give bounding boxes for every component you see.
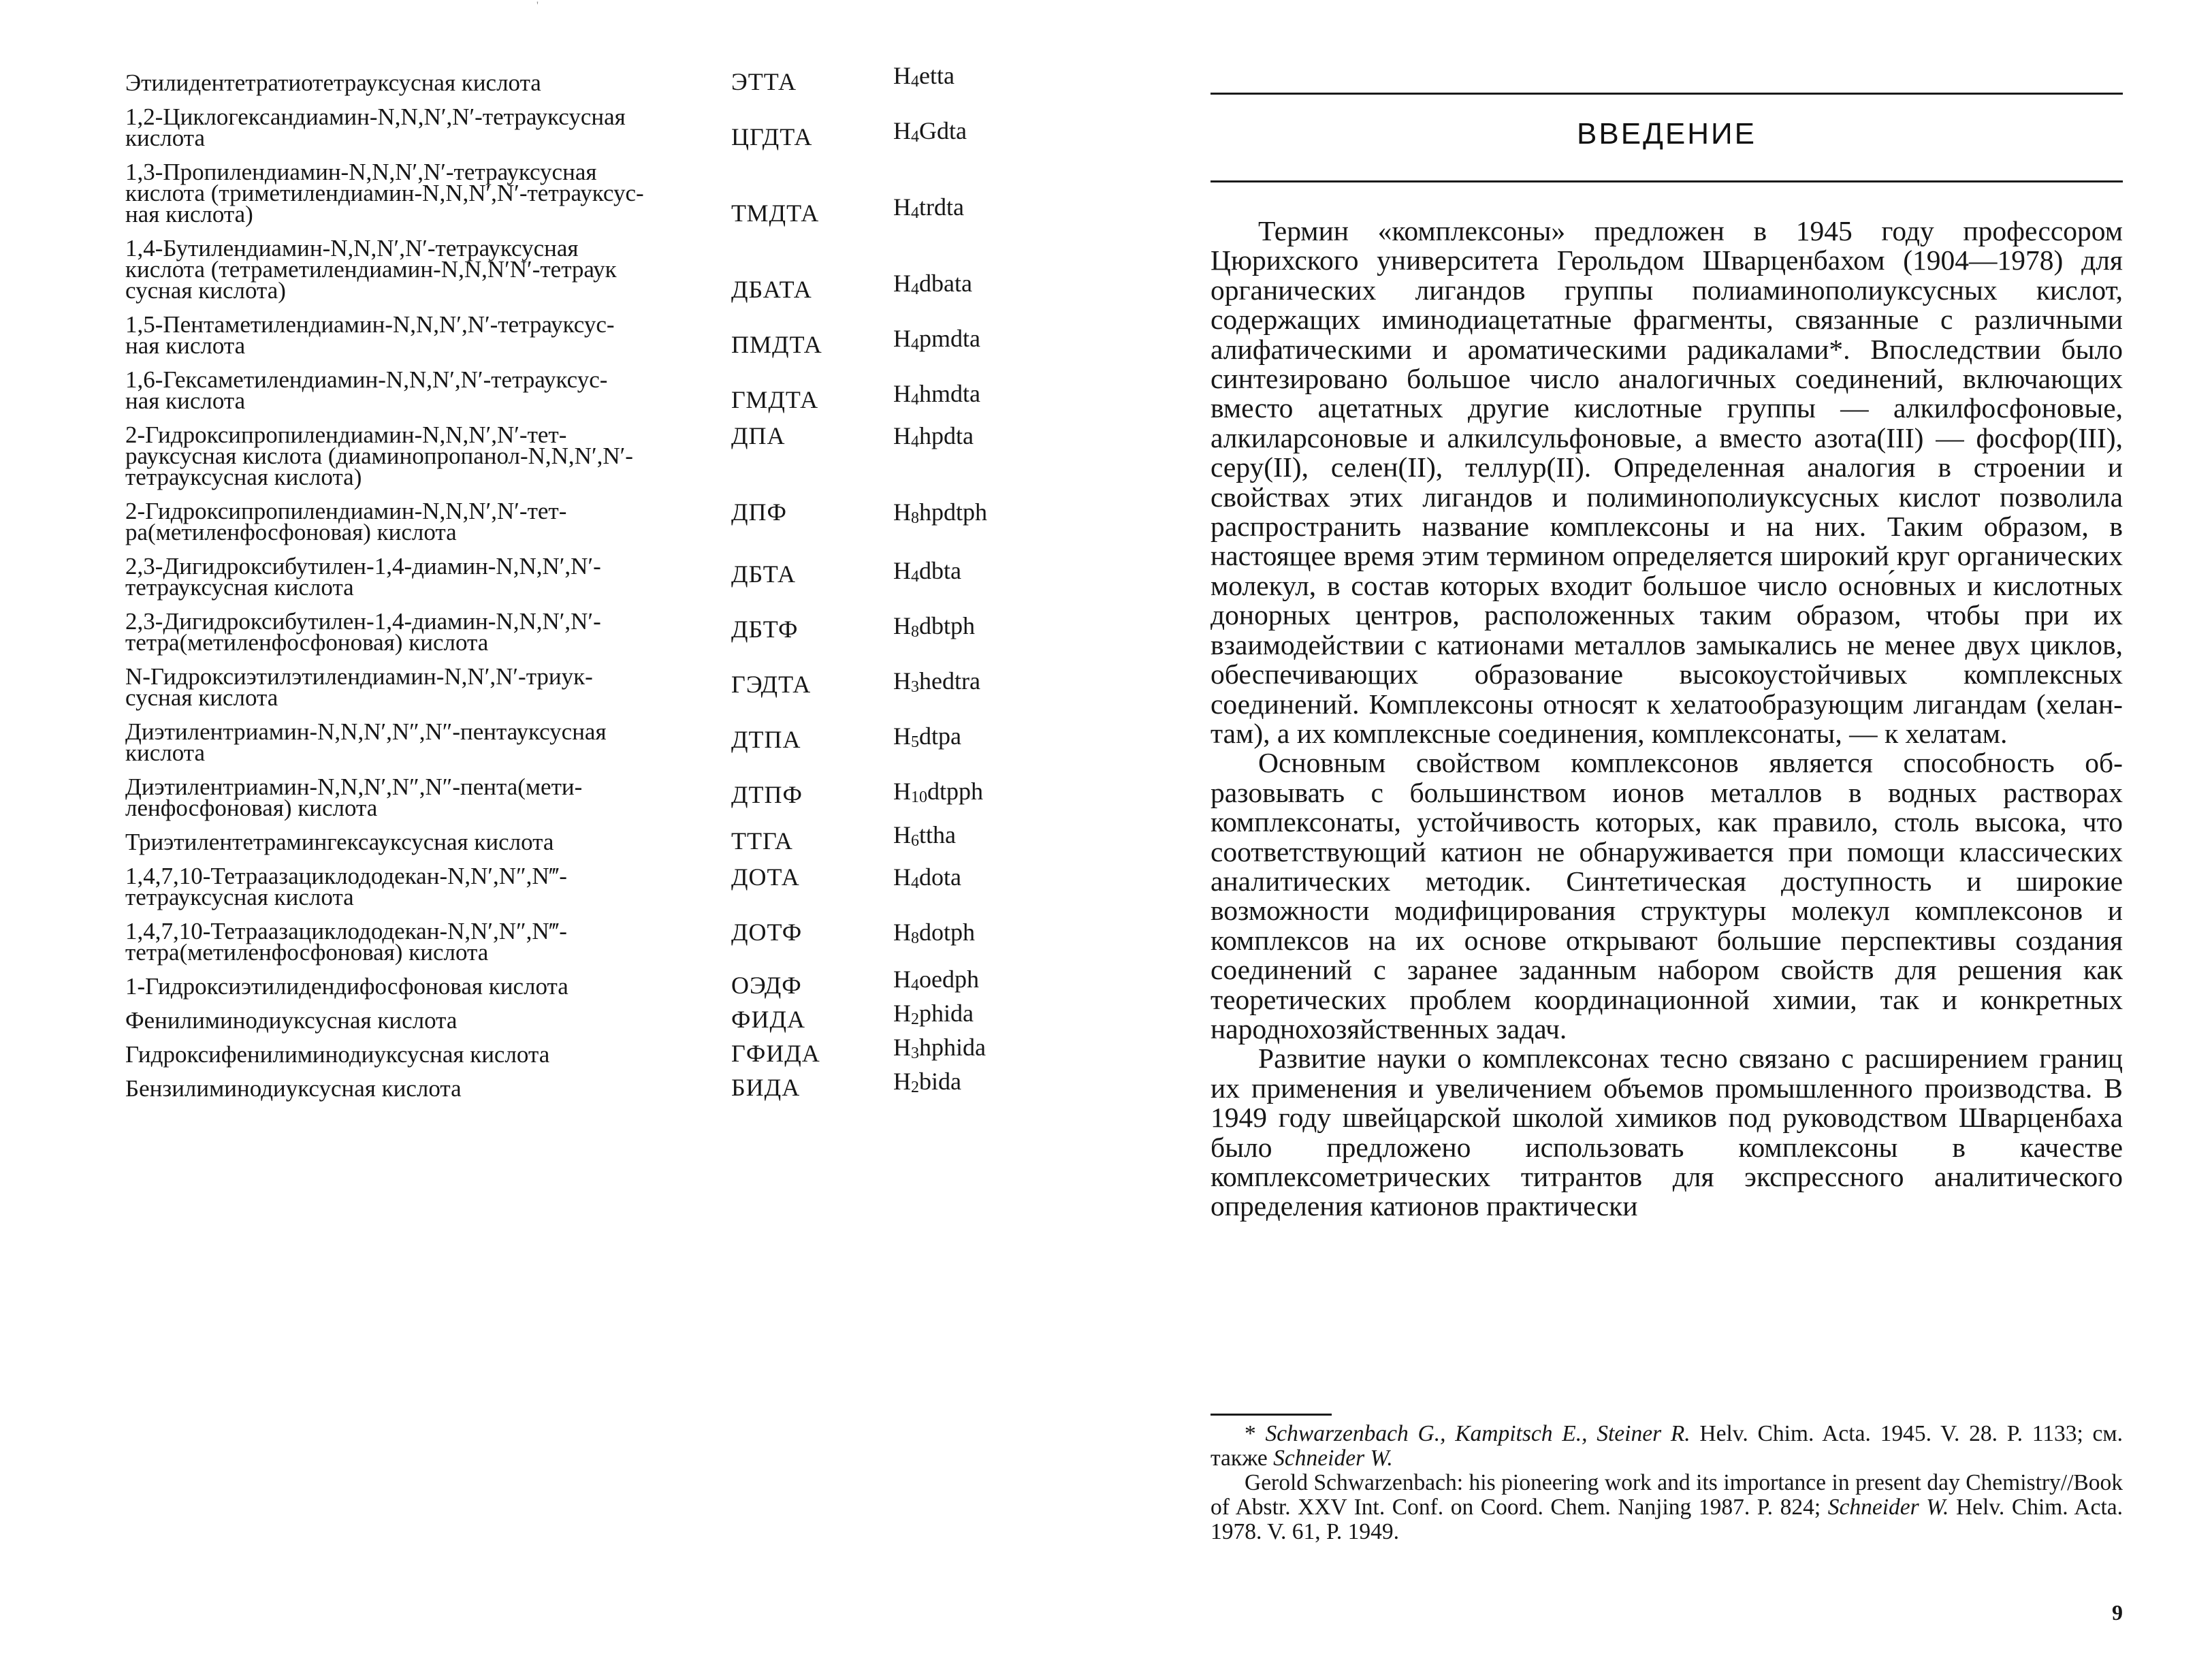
compound-abbreviation: ТМДТА bbox=[731, 200, 820, 227]
formula-rest: ttha bbox=[919, 821, 956, 848]
compound-name: 1,4,7,10-Тетраазациклододекан-N,N′,N″,N‴- тетра(метиленфосфоновая) кислота bbox=[125, 918, 567, 966]
formula-subscript: 2 bbox=[911, 1010, 919, 1028]
table-row bbox=[125, 821, 1065, 855]
formula-rest: dbata bbox=[919, 270, 972, 297]
compound-abbreviation: ДОТА bbox=[731, 863, 800, 891]
compound-formula bbox=[893, 668, 980, 700]
table-row bbox=[125, 865, 1065, 908]
formula-prefix: H bbox=[893, 1000, 911, 1027]
compound-name: 1,2-Циклогександиамин-N,N,N′,N′-тетрауксусная кислота bbox=[125, 103, 626, 151]
formula-prefix: H bbox=[893, 422, 911, 449]
footnotes bbox=[1211, 1422, 2123, 1544]
formula-subscript: 4 bbox=[911, 73, 919, 91]
formula-prefix: H bbox=[893, 821, 911, 848]
table-row bbox=[125, 235, 1065, 304]
table-row bbox=[125, 161, 1065, 225]
table-row bbox=[125, 966, 1065, 1000]
table-row bbox=[125, 718, 1065, 766]
formula-rest: dtpa bbox=[919, 722, 961, 750]
formula-prefix: H bbox=[893, 1068, 911, 1095]
formula-subscript: 8 bbox=[911, 929, 919, 947]
compound-name: 1-Гидроксиэтилидендифосфоновая кислота bbox=[125, 973, 568, 1000]
compound-formula bbox=[893, 381, 980, 413]
formula-subscript: 6 bbox=[911, 832, 919, 850]
compound-formula bbox=[893, 822, 956, 854]
compound-formula bbox=[893, 613, 975, 645]
compound-abbreviation: ДБТА bbox=[731, 560, 796, 588]
compound-name: Этилидентетратиотетрауксусная кислота bbox=[125, 69, 541, 96]
compound-abbreviation: ФИДА bbox=[731, 1006, 805, 1033]
table-row bbox=[125, 1000, 1065, 1034]
formula-subscript: 5 bbox=[911, 733, 919, 751]
formula-rest: bida bbox=[919, 1068, 961, 1095]
formula-prefix: H bbox=[893, 1034, 911, 1061]
formula-subscript: 4 bbox=[911, 433, 919, 451]
formula-rest: dbta bbox=[919, 556, 961, 584]
compound-formula bbox=[893, 325, 980, 357]
compound-formula bbox=[893, 778, 983, 810]
compound-name: 1,3-Пропилендиамин-N,N,N′,N′-тетрауксусная кислота (триметилендиамин-N,N,N′,N′-тетрауксус- ная кислота) bbox=[125, 159, 644, 227]
compound-name: 2-Гидроксипропилендиамин-N,N,N′,N′-тет- рауксусная кислота (диаминопропанол-N,N,N′,N′- тетрауксусная кислота) bbox=[125, 421, 633, 490]
formula-prefix: H bbox=[893, 919, 911, 946]
paragraph: Термин «комплексоны» предложен в 1945 году профессором Цюрихского университета Герольдом Шварценбахом (1904—1978) для органических лигандов группы полиаминополиуксусных кислот, содержащих иминодиацетатные фрагменты, связанные с различными алифатическими и ароматическими радикалами*. Впоследствии было синтезировано большое число аналогичных соединений, включающих вместо ацетатных другие кислотные группы — алкилфосфоновые, алкиларсоновые и алкилсульфоновые, а вместо азота(III) — фосфор(III), серу(II), селен(II), теллур(II). Определенная аналогия в строении и свойствах этих лигандов и полиминополиуксусных кислот позволила распространить название комплексоны и на них. Таким образом, в настоящее время этим термином определяется широкий круг органических молекул, в состав которых входит большое число осно́вных и кислотных донорных центров, расположенных таким образом, чтобы при их взаимодействии с катионами металлов замыкались не менее двух циклов, обеспечивающих образование высокоустойчивых комплексных соединений. Комплексоны относят к хелатообразующим лигандам (хелантам), а их комплексные соединения, комплексонаты, — к хелатам. bbox=[1211, 215, 2123, 749]
introduction-page bbox=[1211, 0, 2123, 1673]
formula-rest: dota bbox=[919, 863, 961, 891]
formula-rest: etta bbox=[919, 62, 955, 89]
footnote-author: Schneider W. bbox=[1273, 1446, 1393, 1471]
footnote-marker: * bbox=[1245, 1421, 1266, 1446]
compound-formula bbox=[893, 1000, 974, 1032]
footnote-rule bbox=[1211, 1414, 1332, 1416]
compound-formula bbox=[893, 1068, 961, 1100]
formula-rest: phida bbox=[919, 1000, 974, 1027]
formula-rest: hedtra bbox=[919, 667, 980, 695]
formula-subscript: 4 bbox=[911, 281, 919, 298]
formula-rest: Gdta bbox=[919, 117, 967, 144]
formula-prefix: H bbox=[893, 270, 911, 297]
formula-rest: hpdta bbox=[919, 422, 974, 449]
formula-subscript: 4 bbox=[911, 391, 919, 409]
compound-name: 2-Гидроксипропилендиамин-N,N,N′,N′-тет- ра(метиленфосфоновая) кислота bbox=[125, 498, 567, 545]
formula-rest: dbtph bbox=[919, 611, 976, 639]
compound-name: Фенилиминодиуксусная кислота bbox=[125, 1007, 458, 1034]
formula-prefix: H bbox=[893, 722, 911, 750]
compound-formula bbox=[893, 919, 975, 951]
compound-abbreviation: ГМДТА bbox=[731, 386, 819, 413]
compound-abbreviation: ДОТФ bbox=[731, 919, 803, 946]
compound-formula bbox=[893, 1034, 986, 1066]
formula-prefix: H bbox=[893, 325, 911, 352]
compound-name: 1,4,7,10-Тетраазациклододекан-N,N′,N″,N‴- тетрауксусная кислота bbox=[125, 863, 567, 910]
compound-abbreviation: ДТПФ bbox=[731, 781, 803, 809]
table-row bbox=[125, 421, 1065, 490]
formula-subscript: 2 bbox=[911, 1079, 919, 1096]
compound-name: Бензилиминодиуксусная кислота bbox=[125, 1075, 462, 1102]
table-row bbox=[125, 311, 1065, 359]
table-row bbox=[125, 62, 1065, 96]
compound-name: Диэтилентриамин-N,N,N′,N″,N″-пентауксусная кислота bbox=[125, 718, 607, 766]
compound-abbreviation: ЭТТА bbox=[731, 68, 797, 95]
formula-prefix: H bbox=[893, 193, 911, 221]
table-row bbox=[125, 103, 1065, 151]
abbreviation-table bbox=[125, 62, 1065, 1112]
formula-prefix: H bbox=[893, 966, 911, 993]
stray-mark: ' bbox=[536, 0, 539, 12]
formula-subscript: 10 bbox=[911, 788, 927, 806]
compound-abbreviation: ДПФ bbox=[731, 498, 787, 526]
compound-abbreviation: ДПА bbox=[731, 422, 786, 449]
heading-rule-bottom bbox=[1211, 180, 2123, 182]
table-row bbox=[125, 500, 1065, 543]
formula-subscript: 3 bbox=[911, 1045, 919, 1062]
compound-formula bbox=[893, 864, 961, 896]
formula-rest: dtpph bbox=[927, 777, 984, 805]
formula-subscript: 4 bbox=[911, 976, 919, 994]
formula-subscript: 8 bbox=[911, 622, 919, 641]
formula-subscript: 8 bbox=[911, 509, 919, 527]
formula-prefix: H bbox=[893, 117, 911, 144]
body-text bbox=[1211, 217, 2123, 1222]
formula-subscript: 4 bbox=[911, 204, 919, 222]
formula-rest: pmdta bbox=[919, 325, 980, 352]
table-row bbox=[125, 1034, 1065, 1068]
footnote-text: Helv. Chim. Acta. 1945. V. 28. P. 1133; см. также bbox=[1211, 1421, 2123, 1471]
table-row bbox=[125, 774, 1065, 821]
formula-rest: oedph bbox=[919, 966, 979, 993]
footnote-2 bbox=[1211, 1471, 2123, 1544]
footnote-author: Schneider W. bbox=[1827, 1495, 1949, 1520]
table-row bbox=[125, 553, 1065, 601]
formula-prefix: H bbox=[893, 62, 911, 89]
compound-abbreviation: ДБАТА bbox=[731, 276, 812, 303]
compound-abbreviation: ОЭДФ bbox=[731, 972, 802, 999]
compound-name: Диэтилентриамин-N,N,N′,N″,N″-пента(мети- ленфосфоновая) кислота bbox=[125, 774, 583, 821]
compound-formula bbox=[893, 723, 961, 755]
paragraph: Развитие науки о комплексонах тесно связано с расширением границ их применения и увеличением объемов промышленного производства. В 1949 году швейцарской школой химиков под руководством Шварценбаха было предложено использовать комплексоны в качестве комплексометрических титрантов для экспрессного аналитического определения катионов практически bbox=[1211, 1042, 2123, 1222]
formula-prefix: H bbox=[893, 556, 911, 584]
compound-name: 1,6-Гексаметилендиамин-N,N,N′,N′-тетрауксус- ная кислота bbox=[125, 366, 608, 414]
compound-name: N-Гидроксиэтилэтилендиамин-N,N′,N′-триук- сусная кислота bbox=[125, 663, 593, 711]
formula-prefix: H bbox=[893, 863, 911, 891]
formula-subscript: 4 bbox=[911, 128, 919, 146]
compound-abbreviation: БИДА bbox=[731, 1074, 801, 1101]
table-row bbox=[125, 608, 1065, 656]
footnote-text: Gerold Schwarzenbach: his pioneering work and its importance in present day Chemistry//Book of Abstr. XXV Int. Conf. on Coord. Chem. Nanjing 1987. P. 824; bbox=[1211, 1470, 2123, 1520]
compound-abbreviation: ГФИДА bbox=[731, 1040, 820, 1067]
compound-abbreviation: ЦГДТА bbox=[731, 123, 813, 150]
compound-name: 2,3-Дигидроксибутилен-1,4-диамин-N,N,N′,N′- тетра(метиленфосфоновая) кислота bbox=[125, 608, 601, 656]
formula-rest: hmdta bbox=[919, 380, 980, 407]
compound-formula bbox=[893, 558, 961, 590]
table-row bbox=[125, 918, 1065, 966]
table-row bbox=[125, 1068, 1065, 1102]
formula-prefix: H bbox=[893, 380, 911, 407]
compound-formula bbox=[893, 63, 955, 95]
footnote-authors: Schwarzenbach G., Kampitsch E., Steiner R. bbox=[1265, 1421, 1690, 1446]
compound-abbreviation: ДБТФ bbox=[731, 616, 799, 643]
compound-name: Гидроксифенилиминодиуксусная кислота bbox=[125, 1041, 550, 1068]
formula-prefix: H bbox=[893, 777, 911, 805]
formula-subscript: 3 bbox=[911, 678, 919, 696]
formula-subscript: 4 bbox=[911, 336, 919, 353]
compound-abbreviation: ДТПА bbox=[731, 726, 801, 754]
compound-formula bbox=[893, 423, 974, 455]
compound-abbreviation: ТТГА bbox=[731, 827, 793, 855]
heading-rule-top bbox=[1211, 93, 2123, 95]
page-number: 9 bbox=[2112, 1600, 2123, 1625]
table-row bbox=[125, 663, 1065, 711]
compound-name: 2,3-Дигидроксибутилен-1,4-диамин-N,N,N′,N′- тетрауксусная кислота bbox=[125, 553, 601, 601]
formula-rest: trdta bbox=[919, 193, 964, 221]
formula-prefix: H bbox=[893, 498, 911, 526]
compound-abbreviation: ПМДТА bbox=[731, 331, 822, 358]
compound-formula bbox=[893, 118, 967, 150]
compound-abbreviation: ГЭДТА bbox=[731, 671, 812, 699]
formula-prefix: H bbox=[893, 611, 911, 639]
compound-name: Триэтилентетрамингексауксусная кислота bbox=[125, 829, 554, 855]
compound-name: 1,4-Бутилендиамин-N,N,N′,N′-тетрауксусная кислота (тетраметилендиамин-N,N,N′N′-тетраук сусная кислота) bbox=[125, 235, 617, 304]
compound-formula bbox=[893, 966, 979, 998]
section-heading: ВВЕДЕНИЕ bbox=[1577, 117, 1757, 150]
footnote-text: Helv. Chim. Acta. 1978. V. 61, P. 1949. bbox=[1211, 1495, 2123, 1544]
formula-rest: dotph bbox=[919, 919, 976, 946]
compound-formula bbox=[893, 499, 987, 531]
compound-formula bbox=[893, 194, 964, 226]
paragraph: Основным свойством комплексонов является способность образовывать с большинством ионов металлов в водных растворах комплексонаты, устойчивость которых, как правило, столь высока, что соответствующий катион не обнаруживается при помощи классических аналитических методик. Синтетическая доступность и широкие возможности модифицирования структуры молекул комплексонов и комплексов на их основе открывают большие перспективы создания соединений с заранее заданным набором свойств для решения как теоретических проблем координационной химии, так и конкретных народнохозяйственных задач. bbox=[1211, 747, 2123, 1045]
compound-formula bbox=[893, 270, 972, 302]
compound-name: 1,5-Пентаметилендиамин-N,N,N′,N′-тетрауксус- ная кислота bbox=[125, 311, 615, 359]
footnote-1 bbox=[1211, 1422, 2123, 1471]
formula-subscript: 4 bbox=[911, 567, 919, 586]
table-row bbox=[125, 366, 1065, 414]
formula-subscript: 4 bbox=[911, 874, 919, 892]
formula-rest: hpdtph bbox=[919, 498, 988, 526]
formula-rest: hphida bbox=[919, 1034, 986, 1061]
formula-prefix: H bbox=[893, 667, 911, 695]
